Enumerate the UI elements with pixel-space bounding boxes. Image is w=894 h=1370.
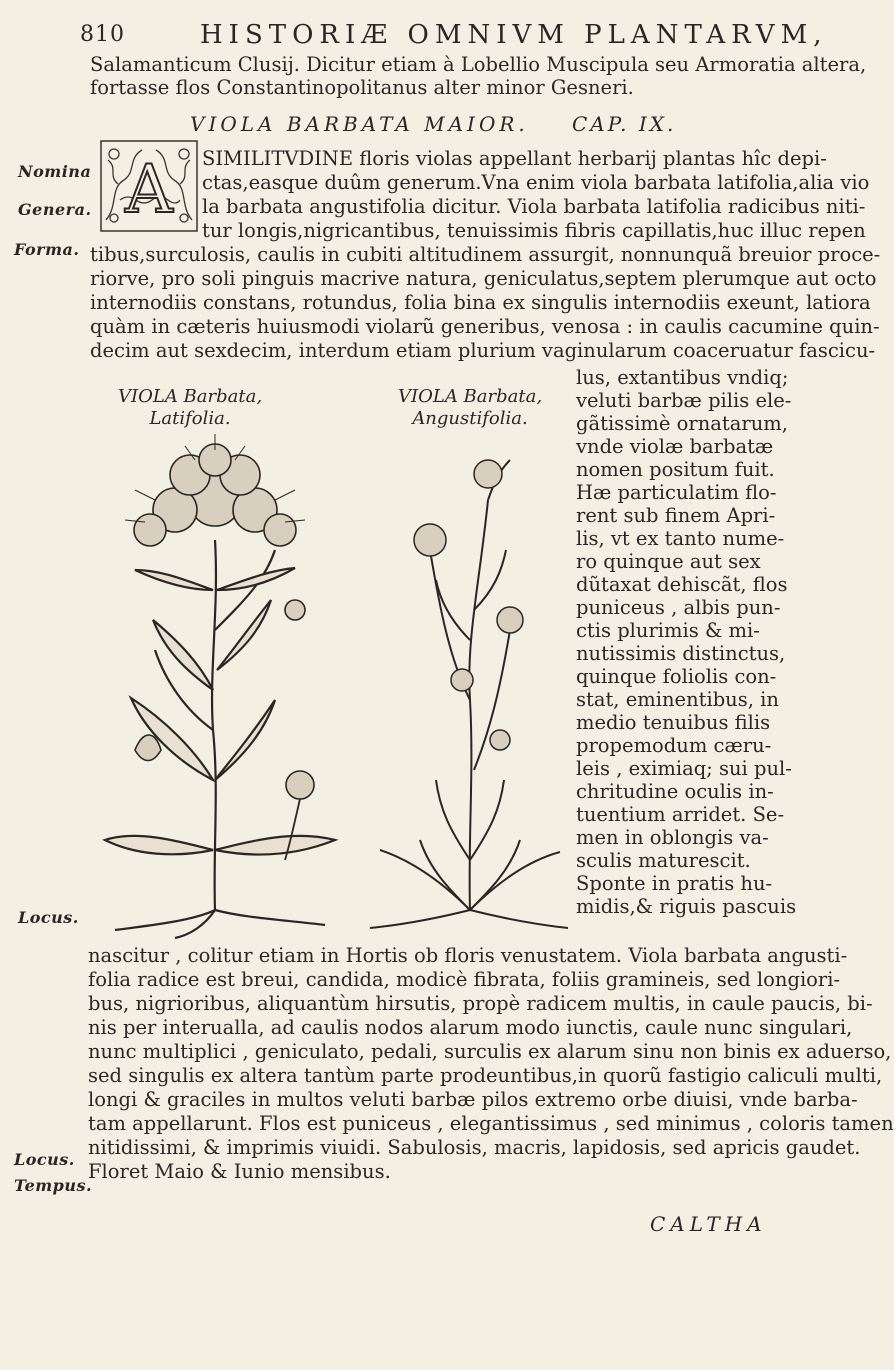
running-title: HISTORIÆ OMNIVM PLANTARVM, (200, 20, 828, 50)
margin-note-locus: Locus. (18, 908, 79, 927)
margin-note-genera: Genera. (18, 200, 92, 219)
body-line: folia radice est breui, candida, modicè fibrata, foliis gramineis, sed longiori- (88, 968, 841, 991)
chapter-title: VIOLA BARBATA MAIOR. (190, 112, 529, 136)
margin-note-nomina: Nomina (18, 162, 92, 181)
body-line: nitidissimi, & imprimis viuidi. Sabulosis, macris, lapidosis, sed apricis gaudet. (88, 1136, 861, 1159)
intro-line: fortasse flos Constantinopolitanus alter minor Gesneri. (90, 76, 634, 99)
figure-caption-left (118, 386, 262, 430)
body-line: tur longis,nigricantibus, tenuissimis fibris capillatis,huc illuc repen (202, 219, 866, 242)
page-number: 810 (80, 22, 125, 47)
body-line: sed singulis ex altera tantùm parte prodeuntibus,in quorũ fastigio caliculi multi, (88, 1064, 883, 1087)
caption-line: VIOLA Barbata, (118, 386, 263, 407)
column-line: dũtaxat dehiscãt, flos (576, 573, 788, 596)
ornament-icon (100, 140, 198, 232)
margin-note-locus: Locus. (14, 1150, 75, 1169)
body-line: SIMILITVDINE floris violas appellant herbarij plantas hîc depi- (202, 147, 827, 170)
column-line: lis, vt ex tanto nume- (576, 527, 785, 550)
caption-line: Latifolia. (149, 408, 231, 429)
body-line: nunc multiplici , geniculato, pedali, surculis ex alarum sinu non binis ex aduerso, (88, 1040, 892, 1063)
column-line: medio tenuibus filis (576, 711, 771, 734)
body-line: Floret Maio & Iunio mensibus. (88, 1160, 391, 1183)
column-line: nomen positum fuit. (576, 458, 775, 481)
caption-line: Angustifolia. (412, 408, 528, 429)
column-line: puniceus , albis pun- (576, 596, 781, 619)
body-line: tam appellarunt. Flos est puniceus , elegantissimus , sed minimus , coloris tamen (88, 1112, 894, 1135)
margin-note-tempus: Tempus. (14, 1176, 93, 1195)
body-line: longi & graciles in multos veluti barbæ pilos extremo orbe diuisi, vnde barba- (88, 1088, 858, 1111)
column-line: gãtissimè ornatarum, (576, 412, 788, 435)
column-line: tuentium arridet. Se- (576, 803, 785, 826)
woodcut-viola-angustifolia (370, 440, 570, 940)
column-line: lus, extantibus vndiq; (576, 366, 789, 389)
chapter-number: CAP. IX. (572, 112, 677, 136)
column-line: chritudine oculis in- (576, 780, 774, 803)
column-line: men in oblongis va- (576, 826, 769, 849)
column-line: vnde violæ barbatæ (576, 435, 774, 458)
body-line: nascitur , colitur etiam in Hortis ob floris venustatem. Viola barbata angusti- (88, 944, 848, 967)
body-line: la barbata angustifolia dicitur. Viola barbata latifolia radicibus niti- (202, 195, 866, 218)
body-line: bus, nigrioribus, aliquantùm hirsutis, propè radicem multis, in caule paucis, bi- (88, 992, 873, 1015)
intro-line: Salamanticum Clusij. Dicitur etiam à Lobellio Muscipula seu Armoratia altera, (90, 53, 867, 76)
column-line: propemodum cæru- (576, 734, 772, 757)
body-line: ctas,easque duûm generum.Vna enim viola barbata latifolia,alia vio (202, 171, 870, 194)
caption-line: VIOLA Barbata, (398, 386, 543, 407)
column-line: quinque foliolis con- (576, 665, 777, 688)
body-line: tibus,surculosis, caulis in cubiti altitudinem assurgit, nonnunquã breuior proce- (90, 243, 881, 266)
column-line: ro quinque aut sex (576, 550, 761, 573)
body-line: decim aut sexdecim, interdum etiam plurium vaginularum coaceruatur fascicu- (90, 339, 876, 362)
column-line: midis,& riguis pascuis (576, 895, 797, 918)
column-line: Hæ particulatim flo- (576, 481, 777, 504)
body-line: internodiis constans, rotundus, folia bina ex singulis internodiis exeunt, latiora (90, 291, 871, 314)
column-line: sculis maturescit. (576, 849, 751, 872)
woodcut-viola-latifolia (95, 430, 355, 940)
body-line: quàm in cæteris huiusmodi violarũ generibus, venosa : in caulis cacumine quin- (90, 315, 880, 338)
column-line: nutissimis distinctus, (576, 642, 786, 665)
svg-text:A: A (125, 151, 173, 228)
column-line: veluti barbæ pilis ele- (576, 389, 792, 412)
body-line: nis per interualla, ad caulis nodos alarum modo iunctis, caule nunc singulari, (88, 1016, 853, 1039)
figure-caption-right (398, 386, 542, 430)
margin-note-forma: Forma. (14, 240, 80, 259)
column-line: stat, eminentibus, in (576, 688, 779, 711)
drop-cap (100, 140, 198, 232)
column-line: Sponte in pratis hu- (576, 872, 773, 895)
body-line: riorve, pro soli pinguis macrive natura, geniculatus,septem plerumque aut octo (90, 267, 877, 290)
column-line: leis , eximiaq; sui pul- (576, 757, 792, 780)
column-line: ctis plurimis & mi- (576, 619, 760, 642)
column-line: rent sub finem Apri- (576, 504, 776, 527)
catchword: CALTHA (650, 1212, 767, 1236)
